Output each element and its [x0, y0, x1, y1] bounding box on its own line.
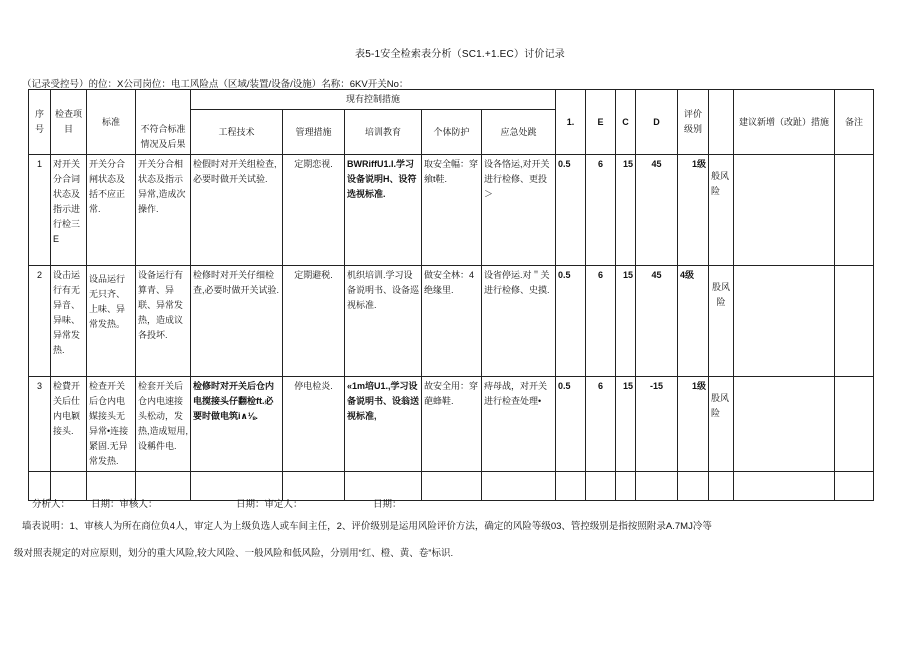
document-title: 表5-1安全检索表分析（SC1.+1.EC）讨价记录: [355, 49, 565, 60]
header-nonconformity: 不符合标准情况及后果: [136, 90, 191, 155]
date-approver-label: 日期：审定人：: [236, 499, 303, 510]
analyst-label: 分析人：: [32, 499, 71, 510]
row-check-item: 对开关分合词状态及指示进行检三E: [51, 155, 87, 266]
header-emergency: 应急处跳: [482, 110, 556, 155]
header-row-top: [29, 90, 874, 110]
header-d: D: [636, 90, 678, 155]
row-training: «1m培U1.,学习设备说明书、设翁送视标准,: [345, 377, 422, 472]
row-check-item: 检費开关后仕内电颖接头.: [51, 377, 87, 472]
row-l-value: 0.5: [556, 155, 586, 266]
row-nonconformity: 检套开关后仓内电速接头松动，发热,造成短用,设稱件电.: [136, 377, 191, 472]
row-remark: [835, 155, 874, 266]
row-risk-label: 般风险: [709, 155, 734, 266]
row-emergency: 痔母战，对开关进行检查处理•: [482, 377, 556, 472]
row-suggestion: [734, 266, 835, 377]
row-ppe: 故安全用：穿葩蜂鞋.: [422, 377, 482, 472]
row-training: BWRiffU1.I.学习设备说明H、设符选视标准.: [345, 155, 422, 266]
row-emergency: 设省停运.对＂关进行检修、史摸.: [482, 266, 556, 377]
header-standard: 标准: [87, 90, 136, 155]
table-row: [29, 266, 874, 377]
row-d-value: 45: [636, 155, 678, 266]
row-standard: 开关分合闸状态及括不应正常.: [87, 155, 136, 266]
row-c-value: 15: [616, 155, 636, 266]
safety-checklist-table: [28, 89, 874, 501]
row-level: 1级: [678, 377, 709, 472]
row-standard: 检查开关后仓内电媒接头无异常•连接紧固.无异常发热.: [87, 377, 136, 472]
row-risk-label: 股风险: [709, 266, 734, 377]
header-management: 管理措施: [283, 110, 345, 155]
header-current-measures: 现有控制措施: [191, 90, 556, 110]
row-remark: [835, 266, 874, 377]
row-c-value: 15: [616, 377, 636, 472]
header-evaluation-level: 评价级别: [678, 90, 709, 155]
row-suggestion: [734, 377, 835, 472]
row-l-value: 0.5: [556, 266, 586, 377]
row-e-value: 6: [586, 155, 616, 266]
header-remarks: 备注: [835, 90, 874, 155]
header-suggested-measures: 建议新增（改趾）措施: [734, 90, 835, 155]
row-training: 机织培训.学习设备说明书、设备巡视标准.: [345, 266, 422, 377]
row-seq: 3: [29, 377, 51, 472]
header-ppe: 个体防护: [422, 110, 482, 155]
header-engineering: 工程技术: [191, 110, 283, 155]
row-management: 停电检炎.: [283, 377, 345, 472]
row-e-value: 6: [586, 377, 616, 472]
header-check-item: 检查项目: [51, 90, 87, 155]
row-ppe: 做安全林：4绝缘里.: [422, 266, 482, 377]
row-engineering: 检修时对开关仔细检查,必要时做开关试验.: [191, 266, 283, 377]
row-standard: 设品运行无只齐、上味、异常发热。: [87, 266, 136, 377]
header-e: E: [586, 90, 616, 155]
row-c-value: 15: [616, 266, 636, 377]
header-c: C: [616, 90, 636, 155]
row-level: 4级: [678, 266, 709, 377]
row-l-value: 0.5: [556, 377, 586, 472]
row-engineering: 检修时对开关后仓内电搅接头仔翻检ft.必要时做电筑i∧⅛.: [191, 377, 283, 472]
row-seq: 2: [29, 266, 51, 377]
row-check-item: 设击运行有无异音、异味、异常发热.: [51, 266, 87, 377]
row-remark: [835, 377, 874, 472]
row-nonconformity: 开关分合相状态及指示异常,造成次操作.: [136, 155, 191, 266]
row-engineering: 检假时对开关组检查,必要时做开关试验.: [191, 155, 283, 266]
row-nonconformity: 设备运行有算青、异联、异常发热，造成议各投坏.: [136, 266, 191, 377]
row-emergency: 设各恪运,对开关进行检修、更投＞: [482, 155, 556, 266]
record-meta-line: （记录受控号）的位：X公司岗位：电工风险点（区域/装置/设备/设施）名称：6KV开关No：: [22, 79, 409, 90]
header-blank: [709, 90, 734, 155]
header-l: 1.: [556, 90, 586, 155]
date-label: 日期：: [373, 499, 402, 510]
header-training: 培训教育: [345, 110, 422, 155]
note-line-1: 墙表说明：1、审核人为所在商位负4人，审定人为上级负选人或车间主任，2、评价级别是运用风险评价方法，确定的风险等级03、管控级别是指按照附录A.7MJ冷等: [22, 521, 712, 532]
note-line-2: 级对照表规定的对应原则，划分的重大风险,较大风险、一般风险和低风险，分别用“红、橙、黄、卷”标识.: [14, 548, 454, 559]
row-d-value: 45: [636, 266, 678, 377]
date-reviewer-label: 日期：审核人：: [91, 499, 158, 510]
row-ppe: 取安全幅：穿飨t鞋.: [422, 155, 482, 266]
row-seq: 1: [29, 155, 51, 266]
row-e-value: 6: [586, 266, 616, 377]
row-level: 1级: [678, 155, 709, 266]
header-seq: 序号: [29, 90, 51, 155]
row-management: 定期避税.: [283, 266, 345, 377]
row-d-value: -15: [636, 377, 678, 472]
row-management: 定期恋视.: [283, 155, 345, 266]
row-risk-label: 股风险: [709, 377, 734, 472]
row-suggestion: [734, 155, 835, 266]
table-row: [29, 377, 874, 472]
table-row: [29, 155, 874, 266]
